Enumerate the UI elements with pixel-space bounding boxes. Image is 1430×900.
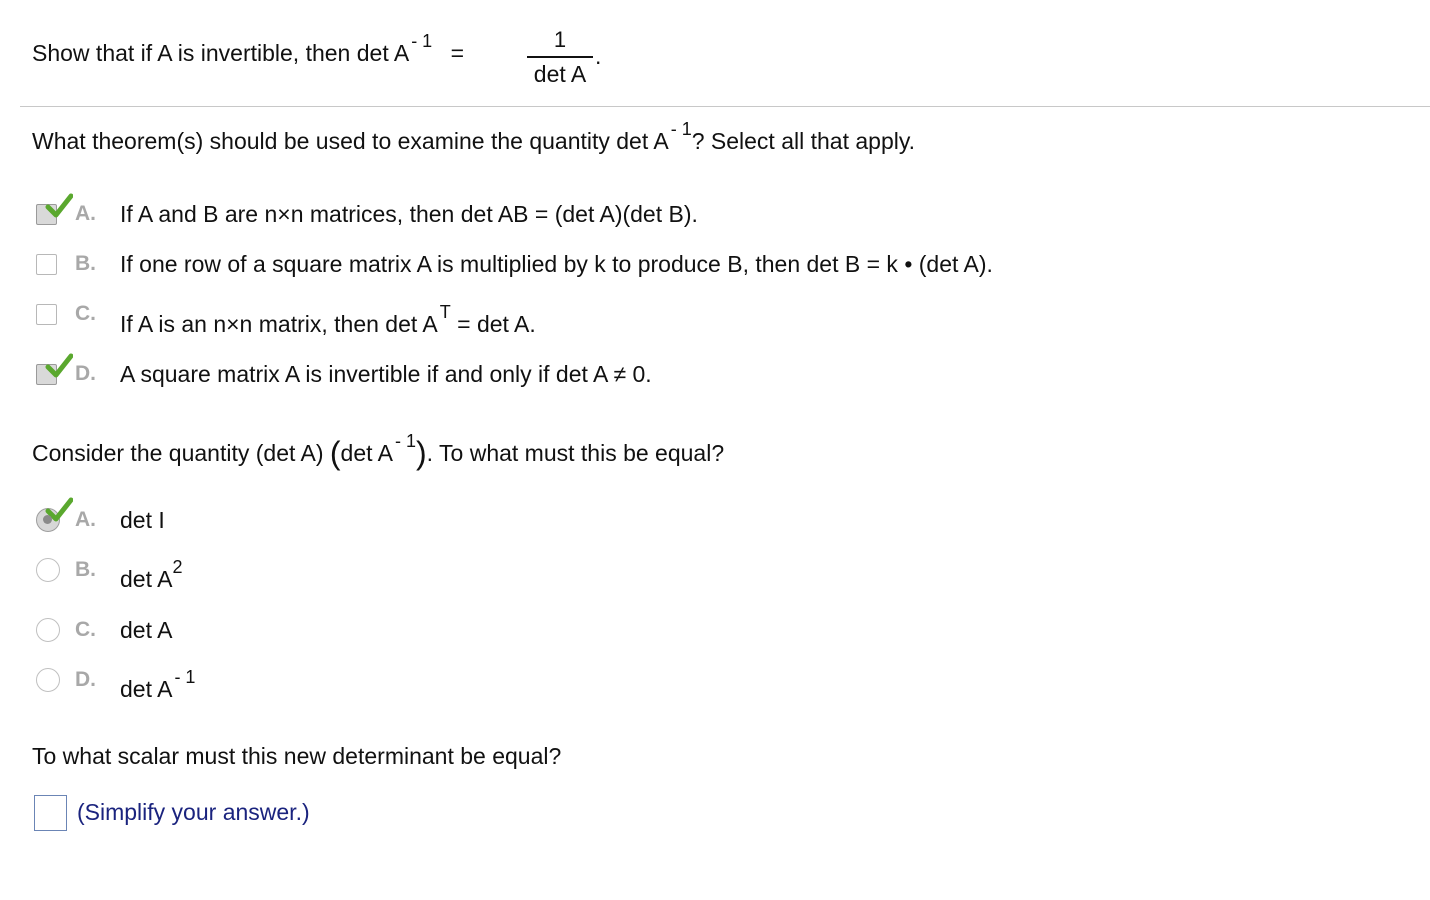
option-text-c-sup: T [439,302,451,322]
option-text-c-end: = det A. [450,311,536,337]
radio-letter-a: A. [75,508,96,531]
radio-sup-d: - 1 [174,667,196,687]
checkbox-d[interactable] [36,364,57,385]
question-2-text: Consider the quantity (det A) [32,440,324,466]
radio-sup-b: 2 [172,557,183,577]
option-text-b: If one row of a square matrix A is multiplied by k to produce B, then det B = k • (det A). [120,251,993,277]
option-text-d: A square matrix A is invertible if and only if det A ≠ 0. [120,361,652,387]
question-1-prompt [32,119,916,155]
question-1-suffix: ? Select all that apply. [691,128,916,154]
option-text-c [120,302,536,338]
question-2-inner: det A [340,440,393,466]
checkbox-b[interactable] [36,254,57,275]
checkbox-c[interactable] [36,304,57,325]
radio-b[interactable] [36,558,60,582]
radio-option-d [120,667,196,703]
question-2-suffix: . To what must this be equal? [426,440,725,466]
question-1-exponent: - 1 [670,119,692,139]
radio-c[interactable] [36,618,60,642]
fraction-bar [527,56,593,58]
answer-input[interactable] [34,795,67,831]
fraction-numerator: 1 [553,27,567,52]
radio-text-b: det A [120,566,173,592]
option-letter-a: A. [75,202,96,225]
radio-a[interactable] [36,508,60,532]
radio-d[interactable] [36,668,60,692]
option-text-a: If A and B are n×n matrices, then det AB = (det A)(det B). [120,201,698,227]
problem-statement [32,31,465,67]
check-icon [45,193,73,219]
radio-letter-d: D. [75,668,96,691]
question-2-open-paren: ( [329,435,341,471]
question-2-prompt [32,431,725,471]
radio-text-d: det A [120,676,173,702]
radio-option-b [120,557,183,593]
radio-text-a: det I [120,507,165,533]
divider [20,106,1430,107]
check-icon [45,497,73,523]
question-2-close-paren: ) [416,435,427,471]
fraction-denominator: det A [533,61,587,87]
check-icon [45,353,73,379]
radio-text-c: det A [120,617,173,643]
question-1-text: What theorem(s) should be used to examine the quantity det A [32,128,669,154]
checkbox-a[interactable] [36,204,57,225]
option-letter-d: D. [75,362,96,385]
fraction [523,26,597,88]
radio-letter-c: C. [75,618,96,641]
problem-exponent: - 1 [411,31,433,51]
question-2-exponent: - 1 [394,431,416,451]
option-letter-b: B. [75,252,96,275]
problem-period: . [595,43,602,69]
answer-hint: (Simplify your answer.) [77,799,310,825]
option-letter-c: C. [75,302,96,325]
radio-letter-b: B. [75,558,96,581]
option-text-c-main: If A is an n×n matrix, then det A [120,311,438,337]
question-3-prompt: To what scalar must this new determinant be equal? [32,743,562,769]
problem-text: Show that if A is invertible, then det A [32,40,410,66]
problem-equals: = [450,40,465,66]
